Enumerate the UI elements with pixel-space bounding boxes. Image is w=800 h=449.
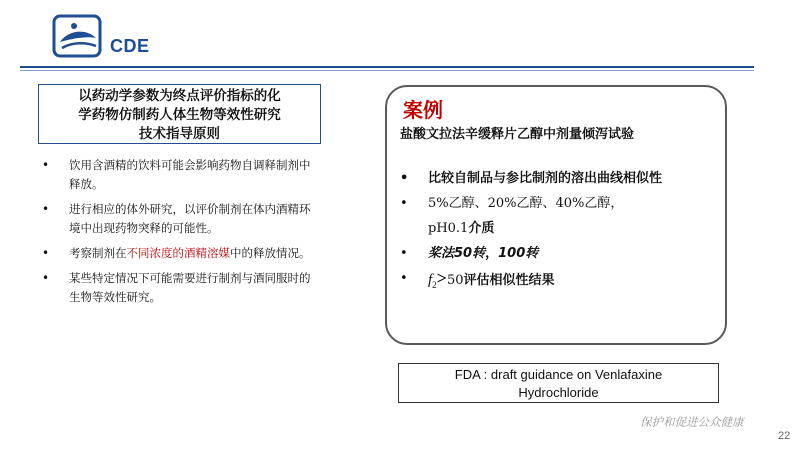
bullet-dot: • <box>42 202 50 216</box>
ethanol-concentrations: 5%乙醇、20%乙醇、40%乙醇， <box>428 196 624 211</box>
bullet-dot: • <box>42 271 50 285</box>
header-divider <box>20 66 754 68</box>
bullet-dot: • <box>400 171 409 186</box>
guideline-title-line: 以药动学参数为终点评价指标的化 <box>78 88 281 104</box>
footer-slogan: 保护和促进公众健康 <box>640 415 744 429</box>
bullet-dot: • <box>400 271 408 286</box>
medium-label: 介质 <box>468 221 495 236</box>
guideline-bullet-list <box>42 156 320 313</box>
case-title: 案例 <box>403 98 443 122</box>
fda-reference-box <box>398 363 719 403</box>
list-item <box>42 156 320 194</box>
logo-text: CDE <box>110 36 150 56</box>
guideline-title-line: 技术指导原则 <box>139 126 220 142</box>
bullet-dot: • <box>400 196 408 211</box>
fda-reference-line: FDA : draft guidance on Venlafaxine <box>454 367 663 382</box>
list-item <box>42 200 320 238</box>
list-item <box>400 166 720 191</box>
case-bullet-list <box>400 166 720 298</box>
list-item <box>42 269 320 307</box>
list-item <box>400 241 720 266</box>
header-divider-thin <box>20 70 754 71</box>
bullet-dot: • <box>42 158 50 172</box>
fda-reference-line: Hydrochloride <box>518 385 599 400</box>
case-intro: 盐酸文拉法辛缓释片乙醇中剂量倾泻试验 <box>400 127 635 142</box>
list-item <box>400 191 720 241</box>
guideline-title-box <box>38 84 321 144</box>
bullet-text-before: 考察制剂在 <box>69 246 127 260</box>
separator: ， <box>485 246 499 261</box>
paddle-speed-2: 100转 <box>498 246 539 261</box>
list-item <box>400 266 720 298</box>
ph-value: pH0.1 <box>428 221 469 236</box>
guideline-title-line: 学药物仿制药人体生物等效性研究 <box>78 107 281 123</box>
bullet-text-after: 中的释放情况。 <box>230 246 311 260</box>
f2-subscript: 2 <box>432 280 437 290</box>
bullet-text: 进行相应的体外研究，以评价制剂在体内酒精环境中出现药物突释的可能性。 <box>69 202 311 235</box>
greater-than-symbol: > <box>436 268 447 288</box>
bullet-text: 评估相似性结果 <box>463 273 555 288</box>
f2-letter: f <box>428 272 433 288</box>
paddle-speed-1: 桨法50转 <box>428 246 486 261</box>
f2-symbol <box>428 272 437 288</box>
bullet-dot: • <box>42 246 50 260</box>
bullet-dot: • <box>400 246 408 261</box>
bullet-text: 比较自制品与参比制剂的溶出曲线相似性 <box>428 171 663 186</box>
f2-threshold: 50 <box>446 273 464 288</box>
bullet-highlight: 不同浓度的酒精溶媒 <box>126 246 230 260</box>
bullet-text: 饮用含酒精的饮料可能会影响药物自调释制剂中释放。 <box>69 158 311 191</box>
list-item <box>42 244 320 263</box>
bullet-text: 某些特定情况下可能需要进行制剂与酒同服时的生物等效性研究。 <box>69 271 311 304</box>
page-number: 22 <box>778 430 791 442</box>
